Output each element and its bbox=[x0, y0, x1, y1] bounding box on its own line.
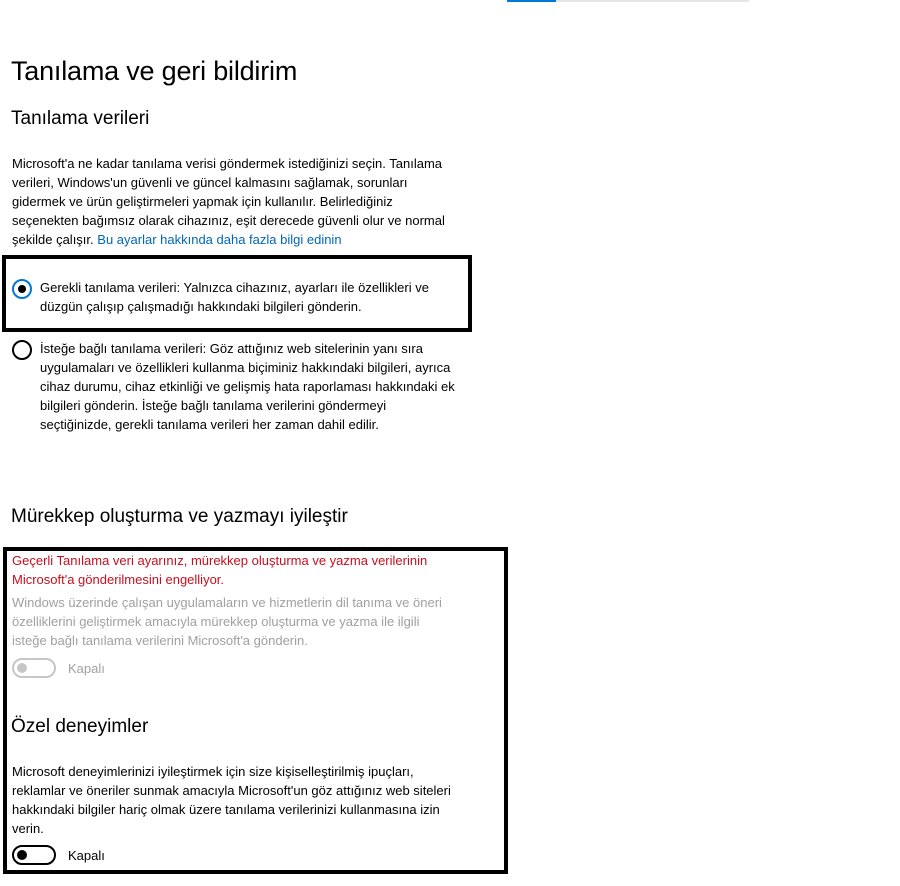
inking-toggle[interactable] bbox=[12, 658, 56, 678]
inking-toggle-row[interactable] bbox=[12, 658, 105, 678]
tailored-experiences-description: Microsoft deneyimlerinizi iyileştirmek için size kişiselleştirilmiş ipuçları, reklamlar ve öneriler sunmak amacıyla Microsoft'un göz attığınız web siteleri hakkındaki bilgiler hariç olmak üzere tanılama verilerinizi kullanmasına izin verin. bbox=[12, 764, 451, 836]
progress-bar-fill bbox=[507, 0, 556, 2]
radio-option-required[interactable] bbox=[12, 278, 460, 316]
inking-description: Windows üzerinde çalışan uygulamaların ve hizmetlerin dil tanıma ve öneri özelliklerini geliştirmek amacıyla mürekkep oluşturma ve yazma ile ilgili isteğe bağlı tanılama verilerini Microsoft'a gönderin. bbox=[12, 595, 442, 648]
page-title: Tanılama ve geri bildirim bbox=[11, 56, 298, 86]
radio-button-optional[interactable] bbox=[12, 340, 32, 360]
radio-label-optional: İsteğe bağlı tanılama verileri: Göz attığınız web sitelerinin yanı sıra uygulamaları ve özellikleri kullanma biçiminiz hakkındaki bilgileri, ayrıca cihaz durumu, cihaz etkinliği ve gelişmiş hata raporlaması hakkındaki ek bilgileri gönderin. İsteğe bağlı tanılama verilerini göndermeyi seçtiğinizde, gerekli tanılama verileri her zaman dahil edilir. bbox=[40, 341, 455, 432]
radio-option-optional[interactable] bbox=[12, 339, 460, 434]
radio-button-required[interactable] bbox=[12, 279, 32, 299]
radio-label-required: Gerekli tanılama verileri: Yalnızca cihazınız, ayarları ile özellikleri ve düzgün çalışıp çalışmadığı hakkındaki bilgileri gönderin. bbox=[40, 280, 429, 314]
diagnostic-data-description bbox=[12, 154, 462, 249]
inking-heading: Mürekkep oluşturma ve yazmayı iyileştir bbox=[11, 506, 348, 527]
progress-bar bbox=[507, 0, 749, 2]
tailored-toggle-label: Kapalı bbox=[68, 847, 105, 863]
learn-more-link[interactable]: Bu ayarlar hakkında daha fazla bilgi edinin bbox=[97, 232, 342, 247]
tailored-toggle[interactable] bbox=[12, 845, 56, 865]
diagnostic-description-text: Microsoft'a ne kadar tanılama verisi göndermek istediğinizi seçin. Tanılama verileri, Windows'un güvenli ve güncel kalmasını sağlamak, sorunları gidermek ve ürün geliştirmeleri yapmak için kullanılır. Belirlediğiniz seçenekten bağımsız olarak cihazınız, eşit derecede güvenli olur ve normal şekilde çalışır. bbox=[12, 156, 445, 247]
inking-warning: Geçerli Tanılama veri ayarınız, mürekkep oluşturma ve yazma verilerinin Microsoft'a gönderilmesini engelliyor. bbox=[12, 553, 428, 587]
diagnostic-data-heading: Tanılama verileri bbox=[11, 108, 150, 129]
inking-toggle-label: Kapalı bbox=[68, 660, 105, 676]
tailored-toggle-row[interactable] bbox=[12, 845, 105, 865]
tailored-experiences-heading: Özel deneyimler bbox=[11, 716, 149, 737]
